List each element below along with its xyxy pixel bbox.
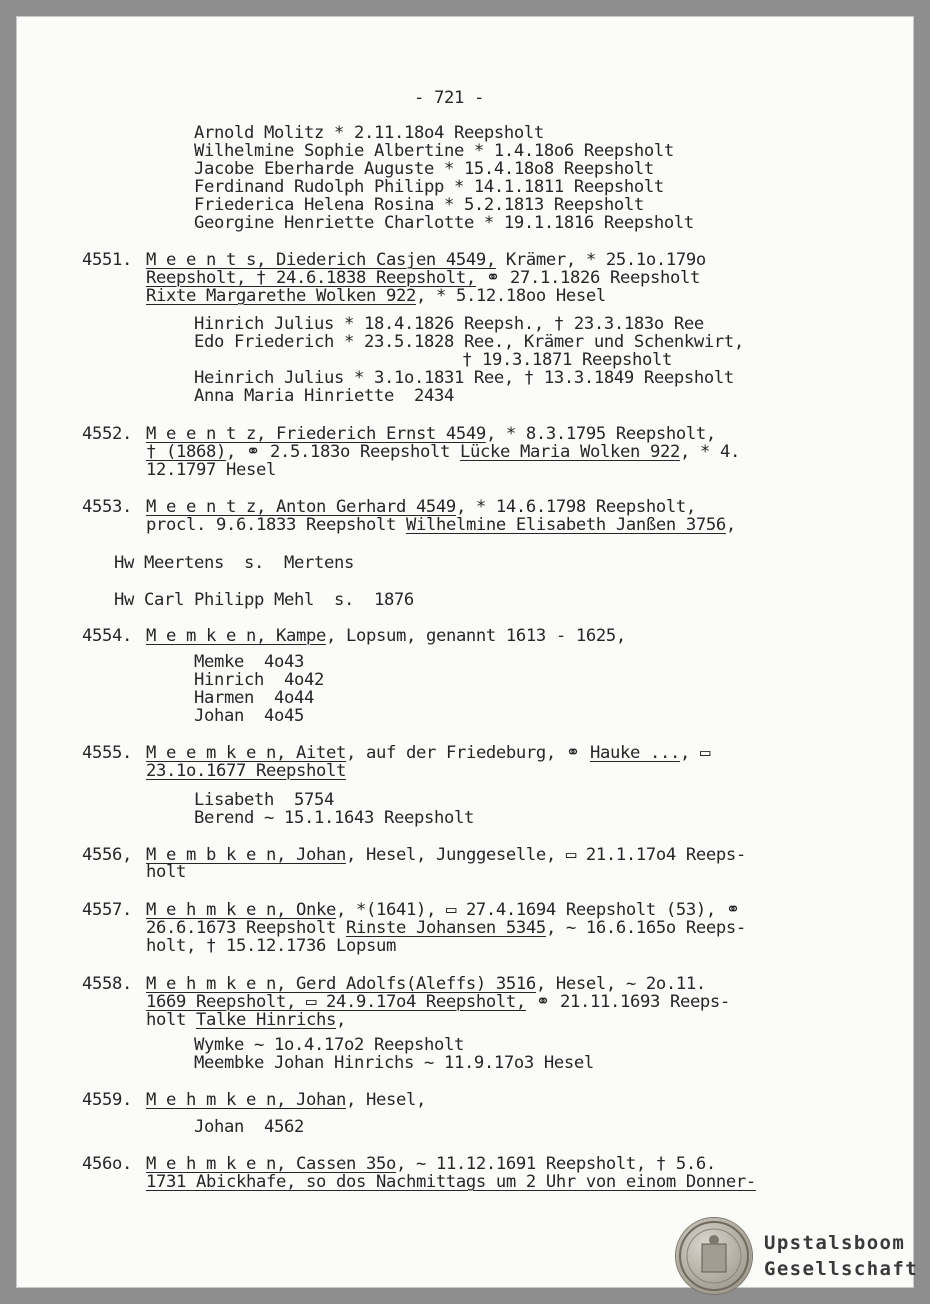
- entry-text: , auf der Friedeburg, ⚭: [345, 743, 590, 763]
- entry-text: , ▭: [679, 743, 710, 763]
- entry-name: M e m b k e n, Johan: [146, 845, 346, 865]
- entry-text: ⚭ 27.1.1826 Reepsholt: [475, 268, 700, 288]
- entry-line: [146, 845, 746, 865]
- entry-text: , ⚭ 2.5.183o Reepsholt: [225, 442, 460, 462]
- entry-name: M e h m k e n, Cassen 35o: [146, 1154, 396, 1174]
- entry-text: , * 4.: [679, 442, 740, 462]
- entry-line: [146, 743, 710, 763]
- entry-number: 4555.: [82, 743, 132, 763]
- child-line: Arnold Molitz * 2.11.18o4 Reepsholt: [194, 123, 544, 143]
- child-line: Meembke Johan Hinrichs ~ 11.9.17o3 Hesel: [194, 1053, 594, 1073]
- child-line: Georgine Henriette Charlotte * 19.1.1816 Reepsholt: [194, 213, 694, 233]
- entry-name: M e e n t z, Anton Gerhard 4549: [146, 497, 456, 517]
- entry-name: M e h m k e n, Johan: [146, 1090, 346, 1110]
- entry-text: ,: [335, 1010, 346, 1030]
- entry-text: , * 8.3.1795 Reepsholt,: [485, 424, 716, 444]
- entry-line: [146, 1010, 346, 1030]
- child-line: † 19.3.1871 Reepsholt: [462, 350, 672, 370]
- entry-name: M e m k e n, Kampe: [146, 626, 326, 646]
- entry-name: M e h m k e n, Onke: [146, 900, 336, 920]
- cross-reference: Hw Meertens s. Mertens: [114, 553, 354, 573]
- entry-number: 4552.: [82, 424, 132, 444]
- child-line: Wymke ~ 1o.4.17o2 Reepsholt: [194, 1035, 464, 1055]
- entry-text: , Lopsum, genannt 1613 - 1625,: [325, 626, 626, 646]
- spouse-name: Rixte Margarethe Wolken 922: [146, 286, 416, 306]
- entry-text: ,: [725, 515, 736, 535]
- entry-line: [146, 497, 696, 517]
- entry-line: [146, 515, 736, 535]
- child-line: Hinrich 4o42: [194, 670, 324, 690]
- entry-number: 4553.: [82, 497, 132, 517]
- child-line: Memke 4o43: [194, 652, 304, 672]
- entry-text: Krämer, * 25.1o.179o: [495, 250, 706, 270]
- entry-text: , Hesel,: [345, 1090, 426, 1110]
- entry-line: [146, 1172, 756, 1192]
- page-number: - 721 -: [414, 88, 484, 108]
- child-line: Anna Maria Hinriette 2434: [194, 386, 454, 406]
- entry-text: holt: [146, 1010, 196, 1030]
- entry-text: procl. 9.6.1833 Reepsholt: [146, 515, 406, 535]
- entry-text-underlined: 1669 Reepsholt, ▭ 24.9.17o4 Reepsholt,: [146, 992, 526, 1012]
- entry-text: , * 5.12.18oo Hesel: [415, 286, 606, 306]
- entry-number: 4551.: [82, 250, 132, 270]
- entry-number: 4554.: [82, 626, 132, 646]
- entry-number: 456o.: [82, 1154, 132, 1174]
- entry-number: 4558.: [82, 974, 132, 994]
- entry-line: [146, 761, 346, 781]
- entry-line: [146, 268, 700, 288]
- entry-line: [146, 286, 606, 306]
- spouse-name: Talke Hinrichs: [196, 1010, 336, 1030]
- entry-line: 12.1797 Hesel: [146, 460, 276, 480]
- entry-line: [146, 1154, 716, 1174]
- entry-text-underlined: Reepsholt, † 24.6.1838 Reepsholt,: [146, 268, 476, 288]
- entry-name: M e h m k e n, Gerd Adolfs(Aleffs) 3516: [146, 974, 536, 994]
- entry-line: [146, 918, 746, 938]
- child-line: Wilhelmine Sophie Albertine * 1.4.18o6 Reepsholt: [194, 141, 674, 161]
- entry-line: [146, 1090, 426, 1110]
- child-line: Lisabeth 5754: [194, 790, 334, 810]
- child-line: Harmen 4o44: [194, 688, 314, 708]
- entry-number: 4556,: [82, 845, 132, 865]
- child-line: Edo Friederich * 23.5.1828 Ree., Krämer und Schenkwirt,: [194, 332, 744, 352]
- seal-icon: [676, 1218, 752, 1294]
- logo-line-1: Upstalsboom: [764, 1232, 906, 1254]
- child-line: Johan 4562: [194, 1117, 304, 1137]
- entry-number: 4559.: [82, 1090, 132, 1110]
- entry-line: [146, 626, 626, 646]
- cross-reference: Hw Carl Philipp Mehl s. 1876: [114, 590, 414, 610]
- entry-line: [146, 442, 740, 462]
- entry-number: 4557.: [82, 900, 132, 920]
- entry-line: [146, 992, 730, 1012]
- entry-line: [146, 900, 740, 920]
- entry-text: , Hesel, Junggeselle, ▭ 21.1.17o4 Reeps-: [345, 845, 746, 865]
- child-line: Ferdinand Rudolph Philipp * 14.1.1811 Reepsholt: [194, 177, 664, 197]
- child-line: Berend ~ 15.1.1643 Reepsholt: [194, 808, 474, 828]
- entry-text: , Hesel, ~ 2o.11.: [535, 974, 706, 994]
- entry-text-underlined: 1731 Abickhafe, so dos Nachmittags um 2 Uhr von einom Donner-: [146, 1172, 756, 1192]
- logo-line-2: Gesellschaft: [764, 1258, 919, 1280]
- spouse-name: Wilhelmine Elisabeth Janßen 3756: [405, 515, 726, 535]
- seal-graphic: [676, 1218, 752, 1294]
- document-page: [16, 16, 919, 1288]
- entry-line: holt: [146, 862, 186, 882]
- entry-text: , *(1641), ▭ 27.4.1694 Reepsholt (53), ⚭: [335, 900, 740, 920]
- entry-name: M e e m k e n, Aitet: [146, 743, 346, 763]
- entry-text: , ~ 16.6.165o Reeps-: [545, 918, 746, 938]
- entry-line: holt, † 15.12.1736 Lopsum: [146, 936, 396, 956]
- child-line: Heinrich Julius * 3.1o.1831 Ree, † 13.3.1849 Reepsholt: [194, 368, 734, 388]
- entry-text: , * 14.6.1798 Reepsholt,: [455, 497, 696, 517]
- child-line: Jacobe Eberharde Auguste * 15.4.18o8 Reepsholt: [194, 159, 654, 179]
- entry-text: , ~ 11.12.1691 Reepsholt, † 5.6.: [395, 1154, 716, 1174]
- spouse-name: Rinste Johansen 5345: [345, 918, 546, 938]
- entry-name: M e e n t s, Diederich Casjen 4549,: [146, 250, 496, 270]
- entry-line: [146, 424, 716, 444]
- entry-text: ⚭ 21.11.1693 Reeps-: [525, 992, 730, 1012]
- child-line: Johan 4o45: [194, 706, 304, 726]
- entry-line: [146, 250, 706, 270]
- entry-text-underlined: † (1868): [146, 442, 226, 462]
- society-logo: [676, 1218, 919, 1298]
- entry-line: [146, 974, 706, 994]
- child-line: Hinrich Julius * 18.4.1826 Reepsh., † 23.3.183o Ree: [194, 314, 704, 334]
- entry-text-underlined: 23.1o.1677 Reepsholt: [146, 761, 346, 781]
- entry-name: M e e n t z, Friederich Ernst 4549: [146, 424, 486, 444]
- entry-text: 26.6.1673 Reepsholt: [146, 918, 346, 938]
- spouse-name: Lücke Maria Wolken 922: [460, 442, 680, 462]
- spouse-name: Hauke ...: [589, 743, 680, 763]
- child-line: Friederica Helena Rosina * 5.2.1813 Reepsholt: [194, 195, 644, 215]
